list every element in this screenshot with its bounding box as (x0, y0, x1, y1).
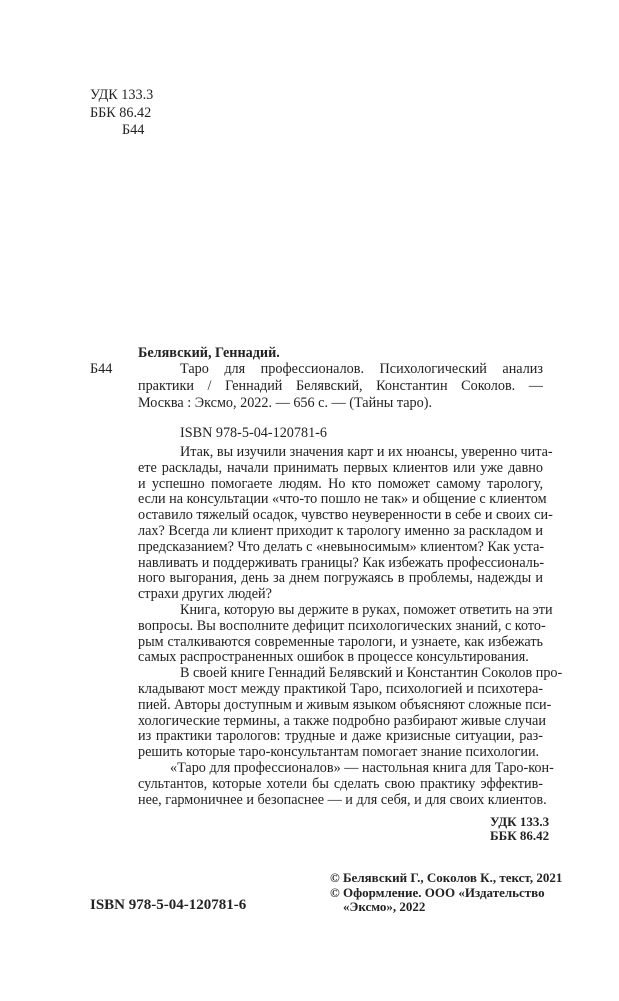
annotation-line: пией. Авторы доступным и живым языком объясняют сложные пси- (138, 696, 552, 713)
annotation-line: кладывают мост между практикой Таро, психологией и психотера- (138, 681, 543, 697)
copyright-line: © Белявский Г., Соколов К., текст, 2021 (330, 870, 563, 885)
annotation-line: предсказанием? Что делать с «невыносимым» клиентом? Как уста- (138, 538, 545, 555)
annotation-line: нее, гармоничнее и безопаснее — и для себя, и для своих клиентов. (138, 791, 547, 808)
annotation-line: Книга, которую вы держите в руках, поможет ответить на эти (180, 602, 553, 618)
annotation-line: сультантов, которые хотели бы сделать свою практику эффектив- (138, 775, 543, 792)
annotation-line: из практики тарологов: трудные и даже кризисные ситуации, раз- (138, 728, 543, 745)
annotation-line: вопросы. Вы восполните дефицит психологических знаний, с кото- (138, 617, 546, 634)
copyright-line: © Оформление. ООО «Издательство (330, 885, 545, 900)
annotation-line: В своей книге Геннадий Белявский и Константин Соколов про- (180, 665, 563, 682)
annotation-line: и успешно помогаете людям. Но кто поможет самому тарологу, (138, 475, 543, 492)
catalog-author-mark: Б44 (90, 361, 113, 377)
bottom-bbk-code: ББК 86.42 (490, 828, 550, 843)
annotation-line: «Таро для профессионалов» — настольная книга для Таро-кон- (170, 760, 554, 776)
bbk-code: ББК 86.42 (90, 105, 152, 121)
annotation-line: решить которые таро-консультантам помогает знание психологии. (138, 744, 540, 761)
catalog-description-line: Москва : Эксмо, 2022. — 656 с. — (Тайны таро). (138, 395, 432, 411)
copyright-line: «Эксмо», 2022 (343, 899, 426, 914)
annotation-line: самых распространенных ошибок в процессе консультирования. (138, 649, 529, 666)
author-mark: Б44 (122, 122, 145, 138)
annotation-line: ного выгорания, день за днем погружаясь в проблемы, надежды и (138, 570, 543, 587)
author-heading: Белявский, Геннадий. (138, 345, 280, 361)
annotation-line: хологические термины, а также подробно разбирают живые случаи (138, 712, 546, 729)
annotation-line: навливать и поддерживать границы? Как избежать профессиональ- (138, 554, 545, 571)
catalog-isbn: ISBN 978-5-04-120781-6 (180, 425, 327, 441)
annotation-line: если на консультации «что-то пошло не так» и общение с клиентом (138, 491, 547, 508)
annotation-line: страхи других людей? (138, 586, 272, 603)
bottom-udk-code: УДК 133.3 (490, 814, 550, 829)
udk-code: УДК 133.3 (90, 87, 154, 103)
annotation-line: оставило тяжелый осадок, чувство неуверенности в себе и своих си- (138, 507, 553, 524)
annotation-line: Итак, вы изучили значения карт и их нюансы, уверенно чита- (180, 444, 553, 460)
catalog-description-line: практики / Геннадий Белявский, Константин Соколов. — (138, 378, 543, 394)
annotation-line: ете расклады, начали принимать первых клиентов или уже давно (138, 459, 543, 476)
footer-isbn: ISBN 978-5-04-120781-6 (90, 897, 247, 913)
catalog-description-line: Таро для профессионалов. Психологический анализ (180, 361, 543, 377)
annotation-line: рым сталкиваются современные тарологи, и узнаете, как избежать (138, 633, 543, 650)
annotation-line: лах? Всегда ли клиент приходит к тарологу именно за раскладом и (138, 523, 543, 539)
